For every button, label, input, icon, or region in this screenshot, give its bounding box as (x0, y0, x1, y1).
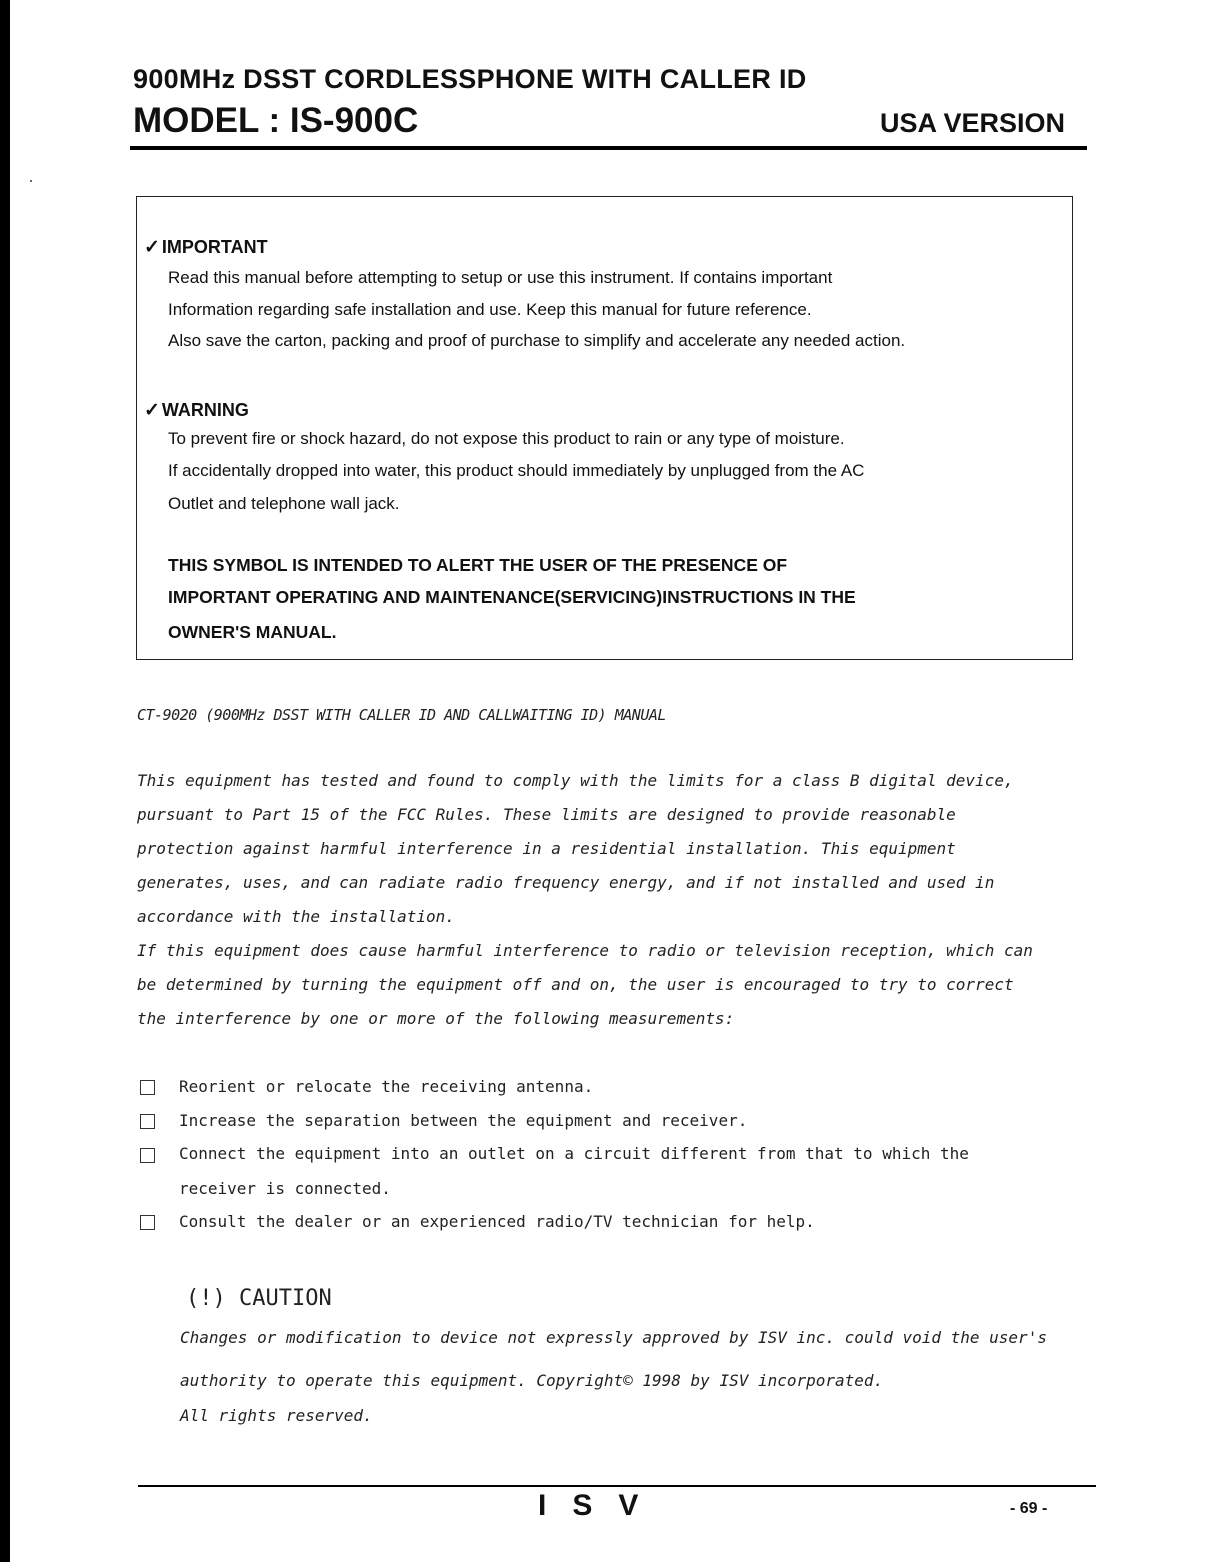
document-title: 900MHz DSST CORDLESSPHONE WITH CALLER ID (133, 64, 807, 94)
list-item: Consult the dealer or an experienced radio/TV technician for help. (179, 1212, 815, 1231)
manual-subtitle: CT-9020 (900MHz DSST WITH CALLER ID AND CALLWAITING ID) MANUAL (137, 706, 666, 724)
alert-line: IMPORTANT OPERATING AND MAINTENANCE(SERVICING)INSTRUCTIONS IN THE (168, 587, 856, 607)
checkbox-icon (140, 1114, 155, 1129)
fcc-line: the interference by one or more of the following measurements: (137, 1009, 735, 1028)
caution-line: All rights reserved. (180, 1406, 373, 1425)
fcc-line: protection against harmful interference in a residential installation. This equipment (137, 839, 956, 858)
important-line: Also save the carton, packing and proof of purchase to simplify and accelerate any needed action. (168, 331, 906, 350)
header-divider (130, 146, 1087, 150)
fcc-line: This equipment has tested and found to comply with the limits for a class B digital device, (137, 771, 1014, 790)
list-item: Connect the equipment into an outlet on a circuit different from that to which the (179, 1144, 969, 1163)
caution-line: authority to operate this equipment. Copyright© 1998 by ISV incorporated. (180, 1371, 884, 1390)
warning-line: To prevent fire or shock hazard, do not expose this product to rain or any type of moisture. (168, 429, 845, 448)
fcc-line: pursuant to Part 15 of the FCC Rules. These limits are designed to provide reasonable (137, 805, 956, 824)
scan-speck (30, 180, 32, 182)
check-icon: ✓ (144, 400, 160, 421)
fcc-line: generates, uses, and can radiate radio frequency energy, and if not installed and used in (137, 873, 995, 892)
fcc-line: be determined by turning the equipment off and on, the user is encouraged to try to correct (137, 975, 1014, 994)
important-heading (144, 236, 268, 259)
scan-left-edge (0, 0, 10, 1562)
caution-line: Changes or modification to device not expressly approved by ISV inc. could void the user's (180, 1328, 1047, 1347)
important-line: Information regarding safe installation and use. Keep this manual for future reference. (168, 300, 812, 319)
footer-divider (138, 1485, 1096, 1487)
isv-logo: ISV (538, 1489, 665, 1522)
checkbox-icon (140, 1080, 155, 1095)
checkbox-icon (140, 1215, 155, 1230)
check-icon: ✓ (144, 237, 160, 258)
list-item-continuation: receiver is connected. (179, 1179, 391, 1198)
list-item: Reorient or relocate the receiving antenna. (179, 1077, 594, 1096)
warning-line: Outlet and telephone wall jack. (168, 494, 400, 513)
checkbox-icon (140, 1148, 155, 1163)
important-heading-text: IMPORTANT (161, 237, 268, 257)
fcc-line: accordance with the installation. (137, 907, 455, 926)
model-number: MODEL : IS-900C (133, 101, 419, 140)
alert-line: THIS SYMBOL IS INTENDED TO ALERT THE USER OF THE PRESENCE OF (168, 555, 788, 575)
important-line: Read this manual before attempting to setup or use this instrument. If contains important (168, 268, 833, 287)
warning-heading-text: WARNING (161, 400, 249, 420)
alert-line: OWNER'S MANUAL. (168, 622, 337, 642)
warning-heading (144, 399, 249, 422)
caution-heading: (!) CAUTION (186, 1286, 332, 1311)
warning-line: If accidentally dropped into water, this product should immediately by unplugged from the AC (168, 461, 865, 480)
region-version: USA VERSION (879, 108, 1065, 138)
list-item: Increase the separation between the equipment and receiver. (179, 1111, 748, 1130)
fcc-line: If this equipment does cause harmful interference to radio or television reception, which can (137, 941, 1033, 960)
page-number: - 69 - (1010, 1500, 1048, 1517)
